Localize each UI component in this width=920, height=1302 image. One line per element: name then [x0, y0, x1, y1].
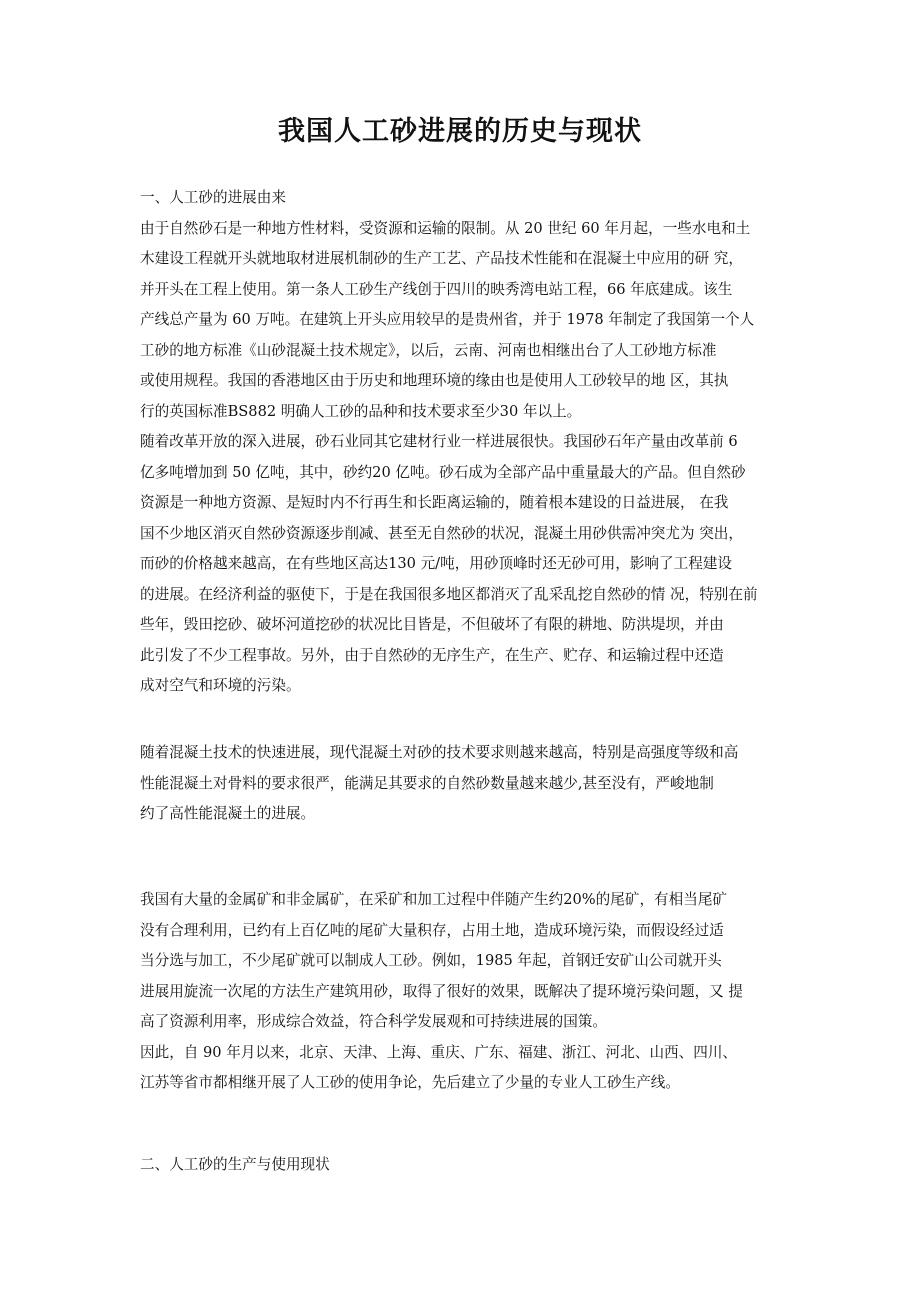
paragraph-2-line: 资源是一种地方资源、是短时内不行再生和长距离运输的，随着根本建设的日益进展， 在我	[140, 494, 729, 511]
paragraph-4-block	[140, 885, 790, 1099]
paragraph-2-line: 随着改革开放的深入进展，砂石业同其它建材行业一样进展很快。我国砂石年产量由改革前 6	[140, 433, 738, 450]
section-2-heading: 二、人工砂的生产与使用现状	[140, 1156, 330, 1173]
paragraph-3-line: 约了高性能混凝土的进展。	[140, 805, 316, 822]
section-1-heading: 一、人工砂的进展由来	[140, 189, 286, 206]
paragraph-1-line: 工砂的地方标准《山砂混凝土技术规定》，以后，云南、河南也相继出台了人工砂地方标准	[140, 341, 717, 359]
paragraph-2-line: 亿多吨增加到 50 亿吨，其中，砂约20 亿吨。砂石成为全部产品中重量最大的产品。但自然砂	[140, 463, 746, 481]
paragraph-1-line: 木建设工程就开头就地取材进展机制砂的生产工艺、产品技术性能和在混凝土中应用的研 究，	[140, 250, 743, 267]
section-2-block	[140, 1150, 790, 1181]
paragraph-2-line: 成对空气和环境的污染。	[140, 677, 301, 694]
paragraph-2-line: 此引发了不少工程事故。另外，由于自然砂的无序生产，在生产、贮存、和运输过程中还造	[140, 646, 724, 664]
document-title: 我国人工砂进展的历史与现状	[278, 116, 642, 147]
paragraph-5-line: 因此，自 90 年月以来，北京、天津、上海、重庆、广东、福建、浙江、河北、山西、四川、	[140, 1043, 738, 1061]
paragraph-4-line: 进展用旋流一次尾的方法生产建筑用砂，取得了很好的效果，既解决了提环境污染问题，又 提	[140, 982, 743, 1000]
paragraph-3-line: 性能混凝土对骨料的要求很严，能满足其要求的自然砂数量越来越少,甚至没有，严峻地制	[140, 774, 714, 792]
paragraph-4-line: 高了资源利用率，形成综合效益，符合科学发展观和可持续进展的国策。	[140, 1013, 608, 1030]
section-1-block	[140, 183, 790, 702]
paragraph-1-line: 由于自然砂石是一种地方性材料，受资源和运输的限制。从 20 世纪 60 年月起，一些水电和土	[140, 219, 751, 237]
paragraph-1-line: 产线总产量为 60 万吨。在建筑上开头应用较早的是贵州省，并于 1978 年制定了我国第一个人	[140, 311, 755, 328]
paragraph-3-line: 随着混凝土技术的快速进展，现代混凝土对砂的技术要求则越来越高，特别是高强度等级和高	[140, 744, 739, 761]
paragraph-2-line: 而砂的价格越来越高，在有些地区高达130 元/吨，用砂顶峰时还无砂可用，影响了工程建设	[140, 555, 732, 572]
paragraph-4-line: 我国有大量的金属矿和非金属矿，在采矿和加工过程中伴随产生约20%的尾矿，有相当尾矿	[140, 891, 728, 908]
paragraph-1-line: 并开头在工程上使用。第一条人工砂生产线创于四川的映秀湾电站工程，66 年底建成。该生	[140, 280, 733, 298]
paragraph-2-line: 国不少地区消灭自然砂资源逐步削减、甚至无自然砂的状况，混凝土用砂供需冲突尤为 突出，	[140, 524, 743, 542]
paragraph-4-line: 没有合理利用，已约有上百亿吨的尾矿大量积存，占用土地，造成环境污染，而假设经过适	[140, 921, 724, 939]
paragraph-1-line: 或使用规程。我国的香港地区由于历史和地理环境的缘由也是使用人工砂较早的地 区，其执	[140, 372, 729, 389]
paragraph-3-block	[140, 738, 790, 830]
paragraph-1-line: 行的英国标准BS882 明确人工砂的品种和技术要求至少30 年以上。	[140, 402, 582, 420]
paragraph-2-line: 的进展。在经济利益的驱使下，于是在我国很多地区都消灭了乱采乱挖自然砂的情 况，特别在前	[140, 585, 758, 603]
paragraph-4-line: 当分选与加工，不少尾矿就可以制成人工砂。例如，1985 年起，首钢迁安矿山公司就开头	[140, 952, 722, 969]
paragraph-5-line: 江苏等省市都相继开展了人工砂的使用争论，先后建立了少量的专业人工砂生产线。	[140, 1074, 680, 1091]
paragraph-2-line: 些年，毁田挖砂、破坏河道挖砂的状况比目皆是，不但破坏了有限的耕地、防洪堤坝，并由	[140, 616, 724, 633]
